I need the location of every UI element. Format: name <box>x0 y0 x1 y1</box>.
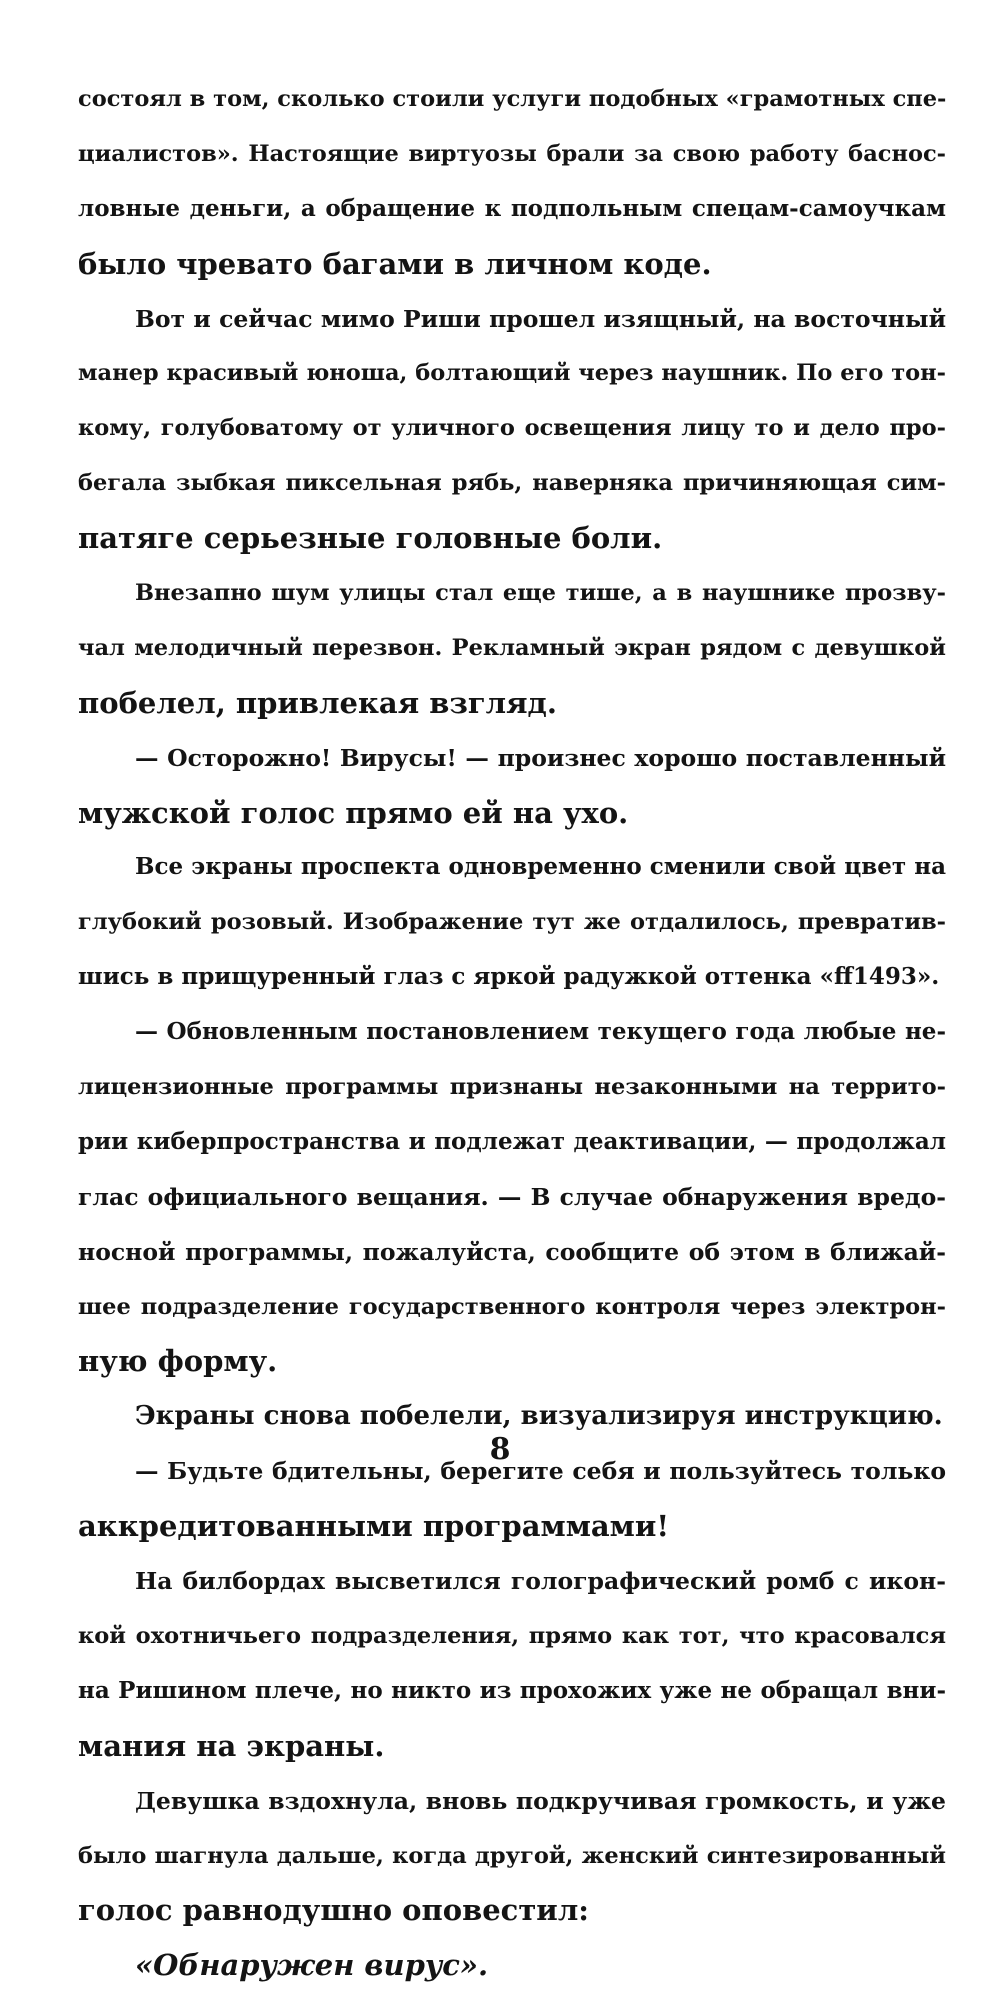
text-line: глубокий розовый. Изображение тут же отдалилось, превратив- <box>78 909 946 936</box>
text-line: кой охотничьего подразделения, прямо как тот, что красовался <box>78 1622 946 1649</box>
text-line: состоял в том, сколько стоили услуги подобных «грамотных спе- <box>78 86 947 112</box>
text-line: Девушка вздохнула, вновь подкручивая громкость, и уже <box>135 1786 946 1815</box>
text-line: глас официального вещания. — В случае обнаружения вредо- <box>78 1182 946 1211</box>
text-line: Внезапно шум улицы стал еще тише, а в наушнике прозву- <box>135 580 946 607</box>
text-line: Экраны снова побелели, визуализируя инструкцию. <box>135 1401 943 1432</box>
text-line: голос равнодушно оповестил: <box>78 1893 589 1928</box>
text-line: чал мелодичный перезвон. Рекламный экран рядом с девушкой <box>78 634 946 661</box>
body-text <box>78 72 946 1993</box>
text-line: шись в прищуренный глаз с яркой радужкой оттенка «ff1493». <box>78 963 940 991</box>
text-line: бегала зыбкая пиксельная рябь, наверняка причиняющая сим- <box>78 470 946 497</box>
text-line: было чревато багами в личном коде. <box>78 246 712 281</box>
page-number: 8 <box>489 1432 511 1467</box>
text-line: — Будьте бдительны, берегите себя и пользуйтесь только <box>135 1457 946 1486</box>
text-line: лицензионные программы признаны незаконными на террито- <box>78 1074 946 1101</box>
text-line: рии киберпространства и подлежат деактивации, — продолжал <box>78 1127 946 1155</box>
text-line: побелел, привлекая взгляд. <box>78 685 557 720</box>
text-line: — Обновленным постановлением текущего года любые не- <box>135 1018 946 1046</box>
text-line: аккредитованными программами! <box>78 1509 670 1544</box>
text-line: патяге серьезные головные боли. <box>78 521 663 556</box>
text-line: «Обнаружен вирус». <box>135 1948 489 1983</box>
text-line: Все экраны проспекта одновременно сменили свой цвет на <box>135 853 946 881</box>
text-line: было шагнула дальше, когда другой, женский синтезированный <box>78 1842 946 1869</box>
text-line: кому, голубоватому от уличного освещения лицу то и дело про- <box>78 415 946 442</box>
text-line: — Осторожно! Вирусы! — произнес хорошо поставленный <box>135 743 946 772</box>
text-line: мания на экраны. <box>78 1728 385 1763</box>
text-line: манер красивый юноша, болтающий через наушник. По его тон- <box>78 360 946 387</box>
text-line: На билбордах высветился голографический ромб с икон- <box>135 1567 946 1596</box>
text-line: ловные деньги, а обращение к подпольным спецам-самоучкам <box>78 194 946 222</box>
text-line: на Ришином плече, но никто из прохожих уже не обращал вни- <box>78 1676 946 1704</box>
text-line: шее подразделение государственного контроля через электрон- <box>78 1293 946 1320</box>
text-line: ную форму. <box>78 1344 278 1379</box>
text-line: циалистов». Настоящие виртуозы брали за свою работу баснос- <box>78 140 946 167</box>
text-line: Вот и сейчас мимо Риши прошел изящный, на восточный <box>135 304 946 333</box>
text-line: носной программы, пожалуйста, сообщите об этом в ближай- <box>78 1237 946 1266</box>
text-line: мужской голос прямо ей на ухо. <box>78 795 629 830</box>
